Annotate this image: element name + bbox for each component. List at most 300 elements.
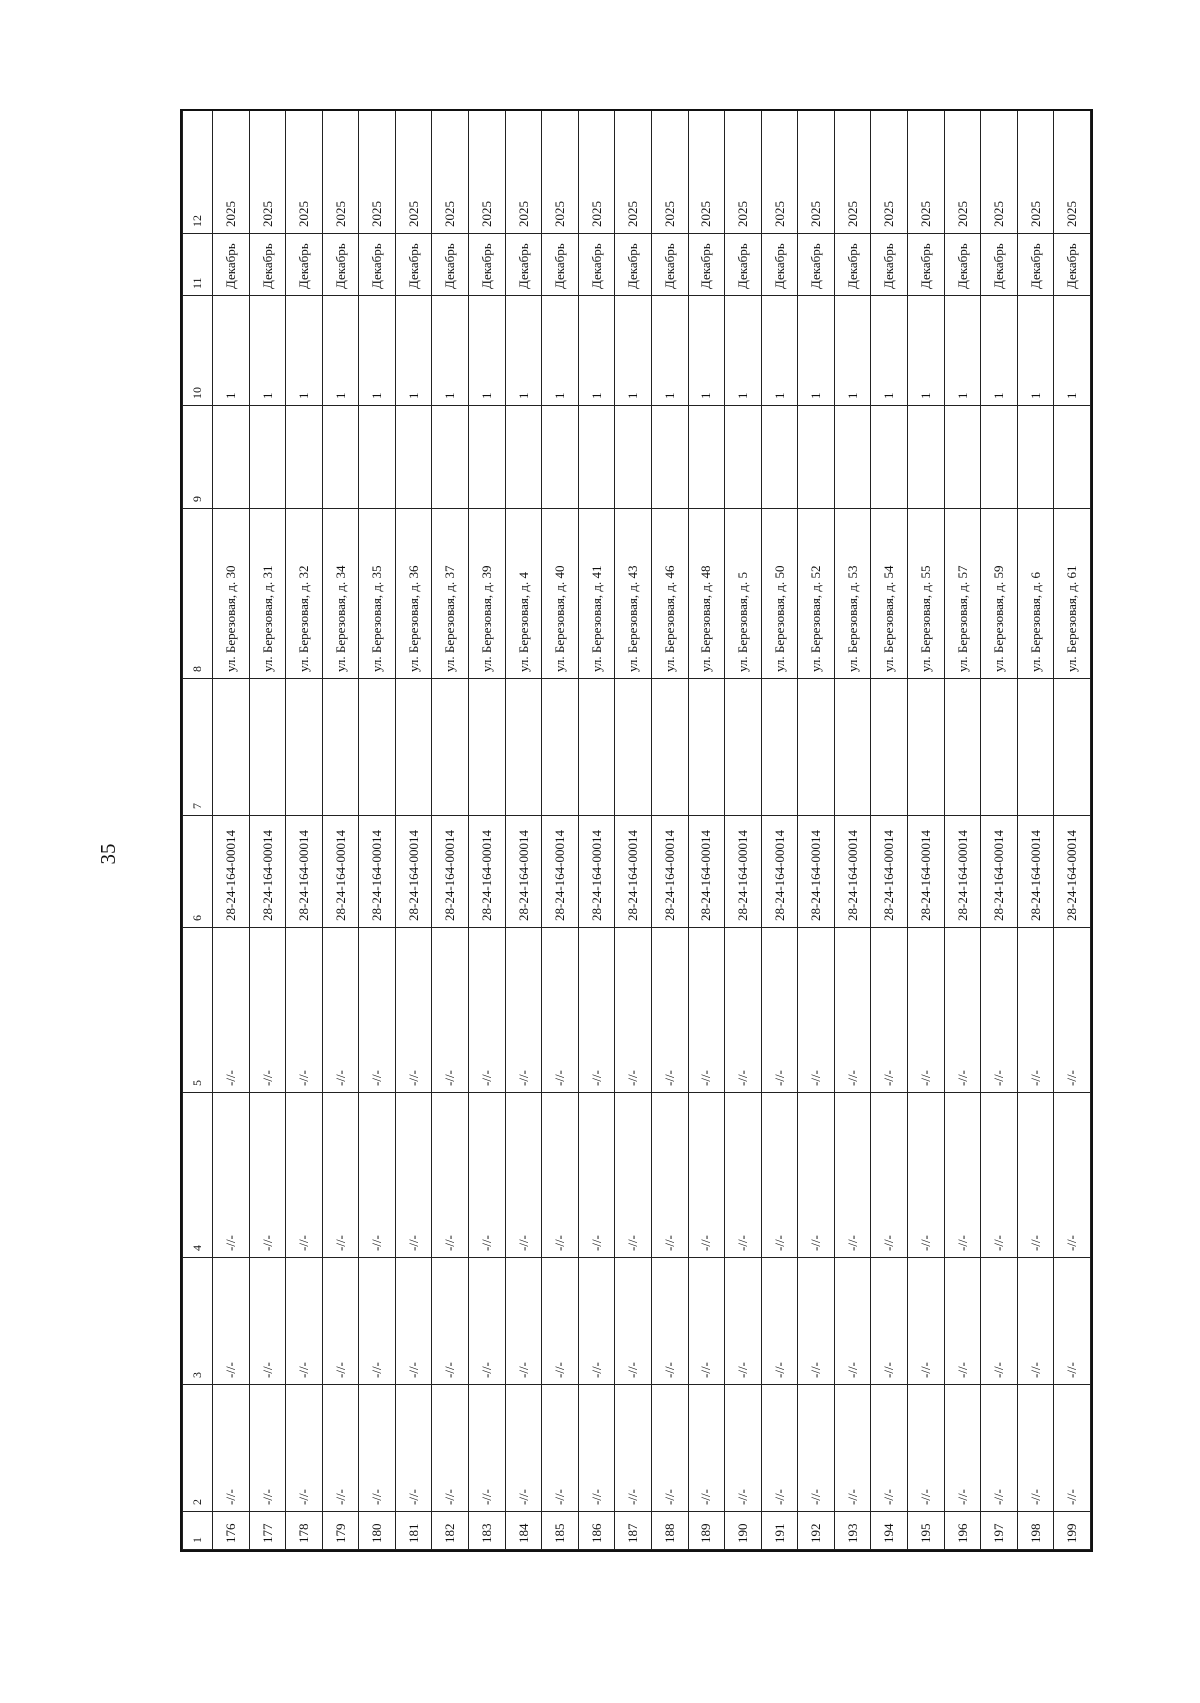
cell-col-5: -//- [469,928,506,1093]
cell-col-3: -//- [688,1258,725,1385]
cell-quantity: 1 [395,296,432,406]
cell-col-3: -//- [725,1258,762,1385]
cell-col-4: -//- [688,1093,725,1258]
cell-quantity: 1 [359,296,396,406]
cell-quantity: 1 [907,296,944,406]
cell-month: Декабрь [1054,234,1091,296]
header-col-1: 1 [183,1512,213,1550]
cell-row-number: 191 [761,1512,798,1550]
cell-col-9 [249,406,286,509]
cell-year: 2025 [249,111,286,234]
cell-col-4: -//- [542,1093,579,1258]
cell-col-3: -//- [834,1258,871,1385]
cell-month: Декабрь [725,234,762,296]
cell-cadastral-number: 28-24-164-00014 [688,816,725,928]
cell-row-number: 196 [944,1512,981,1550]
cell-row-number: 199 [1054,1512,1091,1550]
cell-address: ул. Березовая, д. 37 [432,509,469,679]
cell-year: 2025 [359,111,396,234]
cell-col-7 [359,679,396,816]
cell-col-7 [798,679,835,816]
cell-row-number: 176 [213,1512,250,1550]
cell-year: 2025 [1017,111,1054,234]
cell-col-7 [834,679,871,816]
cell-col-3: -//- [615,1258,652,1385]
cell-address: ул. Березовая, д. 5 [725,509,762,679]
cell-quantity: 1 [981,296,1018,406]
cell-col-2: -//- [651,1385,688,1512]
cell-year: 2025 [798,111,835,234]
cell-col-2: -//- [286,1385,323,1512]
cell-col-9 [322,406,359,509]
cell-month: Декабрь [542,234,579,296]
cell-col-3: -//- [798,1258,835,1385]
table-row [322,111,359,1550]
cell-cadastral-number: 28-24-164-00014 [1017,816,1054,928]
cell-quantity: 1 [322,296,359,406]
cell-year: 2025 [871,111,908,234]
table-row [761,111,798,1550]
cell-month: Декабрь [761,234,798,296]
cell-col-3: -//- [359,1258,396,1385]
cell-quantity: 1 [505,296,542,406]
cell-col-2: -//- [578,1385,615,1512]
cell-col-9 [1017,406,1054,509]
cell-address: ул. Березовая, д. 39 [469,509,506,679]
cell-col-7 [286,679,323,816]
cell-col-4: -//- [322,1093,359,1258]
cell-address: ул. Березовая, д. 35 [359,509,396,679]
cell-col-5: -//- [834,928,871,1093]
cell-row-number: 184 [505,1512,542,1550]
cell-col-9 [542,406,579,509]
cell-col-4: -//- [505,1093,542,1258]
cell-col-2: -//- [798,1385,835,1512]
cell-col-4: -//- [615,1093,652,1258]
cell-row-number: 180 [359,1512,396,1550]
cell-col-7 [688,679,725,816]
cell-col-9 [981,406,1018,509]
cell-row-number: 181 [395,1512,432,1550]
cell-cadastral-number: 28-24-164-00014 [907,816,944,928]
cell-cadastral-number: 28-24-164-00014 [798,816,835,928]
cell-quantity: 1 [798,296,835,406]
cell-row-number: 197 [981,1512,1018,1550]
cell-address: ул. Березовая, д. 50 [761,509,798,679]
cell-month: Декабрь [249,234,286,296]
cell-row-number: 183 [469,1512,506,1550]
cell-quantity: 1 [834,296,871,406]
cell-col-5: -//- [286,928,323,1093]
cell-cadastral-number: 28-24-164-00014 [359,816,396,928]
cell-row-number: 194 [871,1512,908,1550]
cell-col-9 [286,406,323,509]
cell-year: 2025 [834,111,871,234]
cell-col-5: -//- [249,928,286,1093]
cell-col-7 [944,679,981,816]
cell-col-3: -//- [395,1258,432,1385]
table-row [395,111,432,1550]
cell-month: Декабрь [871,234,908,296]
cell-year: 2025 [907,111,944,234]
cell-cadastral-number: 28-24-164-00014 [542,816,579,928]
cell-col-4: -//- [469,1093,506,1258]
cell-col-9 [907,406,944,509]
cell-col-7 [505,679,542,816]
cell-col-5: -//- [322,928,359,1093]
cell-quantity: 1 [213,296,250,406]
cell-col-2: -//- [725,1385,762,1512]
cell-month: Декабрь [322,234,359,296]
cell-row-number: 182 [432,1512,469,1550]
schedule-table-frame [180,109,1093,1552]
cell-row-number: 195 [907,1512,944,1550]
header-col-9: 9 [183,406,213,509]
cell-month: Декабрь [395,234,432,296]
cell-col-3: -//- [249,1258,286,1385]
cell-address: ул. Березовая, д. 6 [1017,509,1054,679]
cell-quantity: 1 [615,296,652,406]
cell-col-5: -//- [1017,928,1054,1093]
table-row [798,111,835,1550]
cell-col-3: -//- [761,1258,798,1385]
cell-cadastral-number: 28-24-164-00014 [432,816,469,928]
cell-col-9 [213,406,250,509]
cell-cadastral-number: 28-24-164-00014 [249,816,286,928]
cell-address: ул. Березовая, д. 55 [907,509,944,679]
cell-col-3: -//- [907,1258,944,1385]
cell-quantity: 1 [1017,296,1054,406]
cell-address: ул. Березовая, д. 4 [505,509,542,679]
cell-year: 2025 [981,111,1018,234]
table-row [725,111,762,1550]
cell-cadastral-number: 28-24-164-00014 [1054,816,1091,928]
table-row [651,111,688,1550]
cell-month: Декабрь [981,234,1018,296]
cell-col-2: -//- [871,1385,908,1512]
cell-col-7 [469,679,506,816]
cell-col-5: -//- [505,928,542,1093]
cell-col-7 [395,679,432,816]
cell-quantity: 1 [651,296,688,406]
cell-col-9 [944,406,981,509]
cell-col-5: -//- [432,928,469,1093]
header-col-2: 2 [183,1385,213,1512]
cell-col-7 [213,679,250,816]
cell-row-number: 185 [542,1512,579,1550]
cell-col-5: -//- [761,928,798,1093]
cell-month: Декабрь [944,234,981,296]
cell-month: Декабрь [651,234,688,296]
cell-col-4: -//- [761,1093,798,1258]
cell-col-4: -//- [432,1093,469,1258]
cell-address: ул. Березовая, д. 61 [1054,509,1091,679]
cell-col-5: -//- [615,928,652,1093]
cell-quantity: 1 [1054,296,1091,406]
cell-col-9 [651,406,688,509]
cell-col-2: -//- [761,1385,798,1512]
cell-row-number: 192 [798,1512,835,1550]
cell-col-2: -//- [432,1385,469,1512]
cell-col-5: -//- [395,928,432,1093]
cell-col-3: -//- [286,1258,323,1385]
cell-year: 2025 [1054,111,1091,234]
cell-quantity: 1 [432,296,469,406]
cell-quantity: 1 [286,296,323,406]
cell-col-4: -//- [725,1093,762,1258]
cell-month: Декабрь [505,234,542,296]
cell-cadastral-number: 28-24-164-00014 [469,816,506,928]
cell-address: ул. Березовая, д. 57 [944,509,981,679]
cell-cadastral-number: 28-24-164-00014 [615,816,652,928]
schedule-table-rotated [182,111,1091,1550]
cell-month: Декабрь [834,234,871,296]
cell-col-3: -//- [944,1258,981,1385]
cell-col-5: -//- [213,928,250,1093]
table-row [213,111,250,1550]
cell-col-3: -//- [542,1258,579,1385]
cell-cadastral-number: 28-24-164-00014 [322,816,359,928]
cell-address: ул. Березовая, д. 43 [615,509,652,679]
cell-col-7 [578,679,615,816]
cell-cadastral-number: 28-24-164-00014 [578,816,615,928]
cell-col-4: -//- [359,1093,396,1258]
header-col-10: 10 [183,296,213,406]
cell-col-3: -//- [213,1258,250,1385]
cell-cadastral-number: 28-24-164-00014 [505,816,542,928]
table-row [286,111,323,1550]
cell-col-5: -//- [359,928,396,1093]
cell-col-5: -//- [651,928,688,1093]
cell-month: Декабрь [1017,234,1054,296]
cell-col-7 [651,679,688,816]
cell-col-5: -//- [798,928,835,1093]
cell-col-5: -//- [578,928,615,1093]
cell-col-9 [469,406,506,509]
cell-col-4: -//- [1017,1093,1054,1258]
cell-col-7 [907,679,944,816]
table-row [578,111,615,1550]
cell-col-2: -//- [249,1385,286,1512]
header-col-12: 12 [183,111,213,234]
cell-col-2: -//- [688,1385,725,1512]
cell-row-number: 193 [834,1512,871,1550]
cell-col-4: -//- [1054,1093,1091,1258]
cell-col-2: -//- [395,1385,432,1512]
cell-address: ул. Березовая, д. 48 [688,509,725,679]
cell-year: 2025 [725,111,762,234]
cell-col-9 [578,406,615,509]
cell-year: 2025 [213,111,250,234]
cell-col-5: -//- [725,928,762,1093]
cell-year: 2025 [432,111,469,234]
cell-col-3: -//- [651,1258,688,1385]
cell-col-3: -//- [871,1258,908,1385]
header-col-3: 3 [183,1258,213,1385]
cell-col-9 [432,406,469,509]
cell-col-5: -//- [981,928,1018,1093]
cell-cadastral-number: 28-24-164-00014 [981,816,1018,928]
table-row [981,111,1018,1550]
cell-year: 2025 [651,111,688,234]
table-row [542,111,579,1550]
cell-col-4: -//- [213,1093,250,1258]
table-row [944,111,981,1550]
cell-col-2: -//- [834,1385,871,1512]
cell-cadastral-number: 28-24-164-00014 [395,816,432,928]
cell-col-3: -//- [469,1258,506,1385]
cell-col-2: -//- [907,1385,944,1512]
cell-row-number: 188 [651,1512,688,1550]
cell-address: ул. Березовая, д. 40 [542,509,579,679]
table-row [469,111,506,1550]
table-row [871,111,908,1550]
cell-cadastral-number: 28-24-164-00014 [213,816,250,928]
cell-year: 2025 [615,111,652,234]
cell-year: 2025 [542,111,579,234]
cell-quantity: 1 [578,296,615,406]
cell-address: ул. Березовая, д. 31 [249,509,286,679]
cell-month: Декабрь [615,234,652,296]
cell-quantity: 1 [249,296,286,406]
header-row [183,111,213,1550]
table-row [1017,111,1054,1550]
cell-col-5: -//- [871,928,908,1093]
table-row [432,111,469,1550]
table-row [505,111,542,1550]
cell-col-5: -//- [1054,928,1091,1093]
cell-cadastral-number: 28-24-164-00014 [944,816,981,928]
cell-col-4: -//- [907,1093,944,1258]
cell-col-4: -//- [578,1093,615,1258]
cell-year: 2025 [322,111,359,234]
cell-col-2: -//- [1054,1385,1091,1512]
cell-col-9 [871,406,908,509]
cell-col-2: -//- [1017,1385,1054,1512]
cell-col-4: -//- [395,1093,432,1258]
cell-col-7 [432,679,469,816]
cell-cadastral-number: 28-24-164-00014 [871,816,908,928]
cell-col-9 [834,406,871,509]
cell-col-9 [1054,406,1091,509]
cell-col-3: -//- [322,1258,359,1385]
cell-col-2: -//- [505,1385,542,1512]
cell-col-3: -//- [1054,1258,1091,1385]
cell-cadastral-number: 28-24-164-00014 [286,816,323,928]
cell-year: 2025 [469,111,506,234]
cell-col-4: -//- [651,1093,688,1258]
table-row [834,111,871,1550]
cell-col-9 [395,406,432,509]
cell-col-3: -//- [981,1258,1018,1385]
cell-col-7 [1017,679,1054,816]
cell-cadastral-number: 28-24-164-00014 [725,816,762,928]
cell-col-7 [249,679,286,816]
cell-address: ул. Березовая, д. 34 [322,509,359,679]
cell-col-7 [981,679,1018,816]
cell-cadastral-number: 28-24-164-00014 [651,816,688,928]
cell-row-number: 190 [725,1512,762,1550]
cell-row-number: 179 [322,1512,359,1550]
cell-year: 2025 [395,111,432,234]
cell-year: 2025 [944,111,981,234]
cell-col-2: -//- [615,1385,652,1512]
cell-month: Декабрь [469,234,506,296]
cell-quantity: 1 [944,296,981,406]
cell-quantity: 1 [688,296,725,406]
cell-row-number: 198 [1017,1512,1054,1550]
cell-col-2: -//- [469,1385,506,1512]
cell-col-5: -//- [542,928,579,1093]
cell-address: ул. Березовая, д. 53 [834,509,871,679]
cell-month: Декабрь [578,234,615,296]
cell-col-3: -//- [432,1258,469,1385]
cell-col-3: -//- [578,1258,615,1385]
header-col-7: 7 [183,679,213,816]
cell-col-9 [615,406,652,509]
cell-month: Декабрь [907,234,944,296]
page-number: 35 [96,843,120,865]
cell-col-7 [1054,679,1091,816]
cell-year: 2025 [761,111,798,234]
cell-address: ул. Березовая, д. 32 [286,509,323,679]
cell-year: 2025 [286,111,323,234]
cell-col-5: -//- [944,928,981,1093]
cell-month: Декабрь [359,234,396,296]
cell-month: Декабрь [432,234,469,296]
cell-col-7 [542,679,579,816]
cell-row-number: 186 [578,1512,615,1550]
cell-cadastral-number: 28-24-164-00014 [834,816,871,928]
cell-address: ул. Березовая, д. 36 [395,509,432,679]
cell-col-7 [322,679,359,816]
cell-address: ул. Березовая, д. 46 [651,509,688,679]
cell-col-4: -//- [249,1093,286,1258]
table-row [688,111,725,1550]
header-col-11: 11 [183,234,213,296]
cell-col-9 [798,406,835,509]
cell-col-3: -//- [1017,1258,1054,1385]
header-col-8: 8 [183,509,213,679]
cell-col-5: -//- [688,928,725,1093]
cell-address: ул. Березовая, д. 52 [798,509,835,679]
table-body [213,111,1091,1550]
table-row [249,111,286,1550]
cell-quantity: 1 [542,296,579,406]
cell-col-7 [871,679,908,816]
cell-cadastral-number: 28-24-164-00014 [761,816,798,928]
cell-col-2: -//- [981,1385,1018,1512]
cell-col-7 [615,679,652,816]
cell-col-7 [725,679,762,816]
cell-month: Декабрь [213,234,250,296]
cell-address: ул. Березовая, д. 30 [213,509,250,679]
cell-col-7 [761,679,798,816]
header-col-6: 6 [183,816,213,928]
cell-quantity: 1 [469,296,506,406]
cell-col-2: -//- [213,1385,250,1512]
cell-quantity: 1 [871,296,908,406]
cell-col-4: -//- [944,1093,981,1258]
cell-col-2: -//- [322,1385,359,1512]
cell-row-number: 178 [286,1512,323,1550]
cell-col-4: -//- [981,1093,1018,1258]
cell-year: 2025 [505,111,542,234]
cell-col-4: -//- [871,1093,908,1258]
schedule-table [182,110,1091,1550]
cell-col-2: -//- [944,1385,981,1512]
cell-month: Декабрь [688,234,725,296]
